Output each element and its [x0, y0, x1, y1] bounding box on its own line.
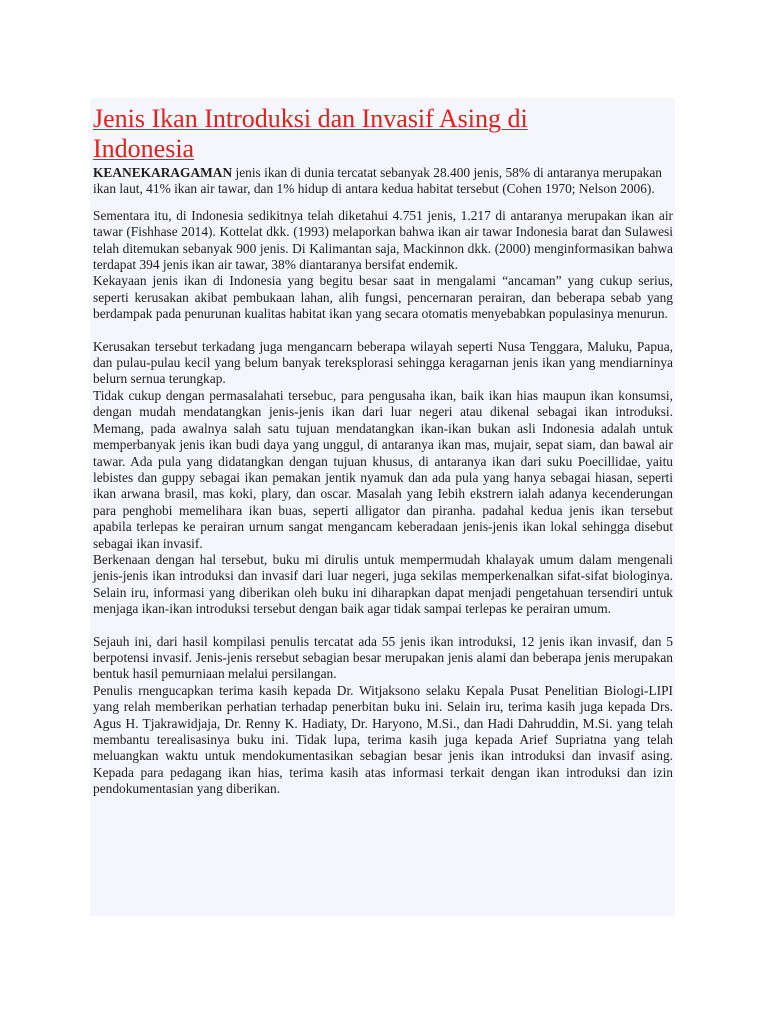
- paragraph-5: Berkenaan dengan hal tersebut, buku mi dirulis untuk mempermudah khalayak umum dalam mengenali jenis-jenis ikan introduksi dan invasif dari luar negeri, juga sekilas memperkenalkan sifat-sifat biologinya. Selain iru, informasi yang diberikan oleh buku ini diharapkan dapat menjadi pengetahuan tersendiri untuk menjaga ikan-ikan introduksi tersebut dengan baik agar tidak sampai terlepas ke perairan umum.: [93, 551, 673, 617]
- intro-text: jenis ikan di dunia tercatat sebanyak 28.400 jenis, 58% di antaranya merupakan ikan laut, 41% ikan air tawar, dan 1% hidup di antara kedua habitat tersebut (Cohen 1970; Nelson 2006).: [93, 165, 662, 197]
- paragraph-3: Kerusakan tersebut terkadang juga mengancarn beberapa wilayah seperti Nusa Tenggara, Maluku, Papua, dan pulau-pulau kecil yang belum banyak tereksplorasi sehingga keragarnan jenis ikan yang mendiarninya belurn sernua terungkap.: [93, 338, 673, 387]
- document-title: Jenis Ikan Introduksi dan Invasif Asing di Indonesia: [93, 104, 528, 163]
- lead-word: KEANEKARAGAMAN: [93, 165, 233, 180]
- paragraph-2: Kekayaan jenis ikan di Indonesia yang begitu besar saat in mengalami “ancaman” yang cukup serius, seperti kerusakan akibat pembukaan lahan, alih fungsi, pencernaran perairan, dan beberapa sebab yang berdampak pada penurunan kualitas habitat ikan yang secara otomatis menyebabkan populasinya menurun.: [93, 273, 673, 322]
- paragraph-4: Tidak cukup dengan permasalahati tersebuc, para pengusaha ikan, baik ikan hias maupun ikan konsumsi, dengan mudah mendatangkan jenis-jenis ikan dari luar negeri atau dikenal sebagai ikan introduksi. Memang, pada awalnya salah satu tujuan mendatangkan ikan-ikan bukan asli Indonesia adalah untuk memperbanyak jenis ikan budi daya yang unggul, di antaranya ikan mas, mujair, sepat siam, dan bawal air tawar. Ada pula yang didatangkan dengan tujuan khusus, di antaranya ikan dari suku Poecillidae, yaitu lebistes dan guppy sebagai ikan pemakan jentik nyamuk dan ada pula yang hanya sebagai hiasan, seperti ikan arwana brasil, mas koki, plary, dan oscar. Masalah yang Iebih ekstrern ialah adanya kecenderungan para penghobi memelihara ikan buas, seperti alligator dan piranha. padahal kedua jenis ikan tersebut apabila terlepas ke perairan urnum sangat mengancam keberadaan jenis-jenis ikan lokal sehingga disebut sebagai ikan invasif.: [93, 387, 673, 551]
- paragraph-gap: [93, 618, 673, 634]
- paragraph-7: Penulis rnengucapkan terima kasih kepada Dr. Witjaksono selaku Kepala Pusat Penelitian Biologi-LIPI yang relah memberikan perhatian terhadap penerbitan buku ini. Selain iru, terima kasih juga kepada Drs. Agus H. Tjakrawidjaja, Dr. Renny K. Hadiaty, Dr. Haryono, M.Si., dan Hadi Dahruddin, M.Si. yang telah membantu terealisasinya buku ini. Tidak lupa, terima kasih juga kepada Arief Supriatna yang telah meluangkan waktu untuk mendokumentasikan sebagian besar jenis ikan introduksi dan invasif asing. Kepada para pedagang ikan hias, terima kasih atas informasi terkait dengan ikan introduksi dan izin pendokumentasian yang diberikan.: [93, 682, 673, 797]
- document-page: [90, 98, 675, 916]
- paragraph-6: Sejauh ini, dari hasil kompilasi penulis tercatat ada 55 jenis ikan introduksi, 12 jenis ikan invasif, dan 5 berpotensi invasif. Jenis-jenis rersebut sebagian besar merupakan jenis alami dan beberapa jenis merupakan bentuk hasil pemurniaan melalui persilangan.: [93, 633, 673, 682]
- paragraph-gap: [93, 323, 673, 339]
- intro-paragraph: [93, 165, 673, 198]
- paragraph-1: Sementara itu, di Indonesia sedikitnya telah diketahui 4.751 jenis, 1.217 di antaranya merupakan ikan air tawar (Fishhase 2014). Kottelat dkk. (1993) melaporkan bahwa ikan air tawar Indonesia barat dan Sulawesi telah ditemukan sebanyak 900 jenis. Di Kalimantan saja, Mackinnon dkk. (2000) menginformasikan bahwa terdapat 394 jenis ikan air tawar, 38% diantaranya bersifat endemik.: [93, 207, 673, 273]
